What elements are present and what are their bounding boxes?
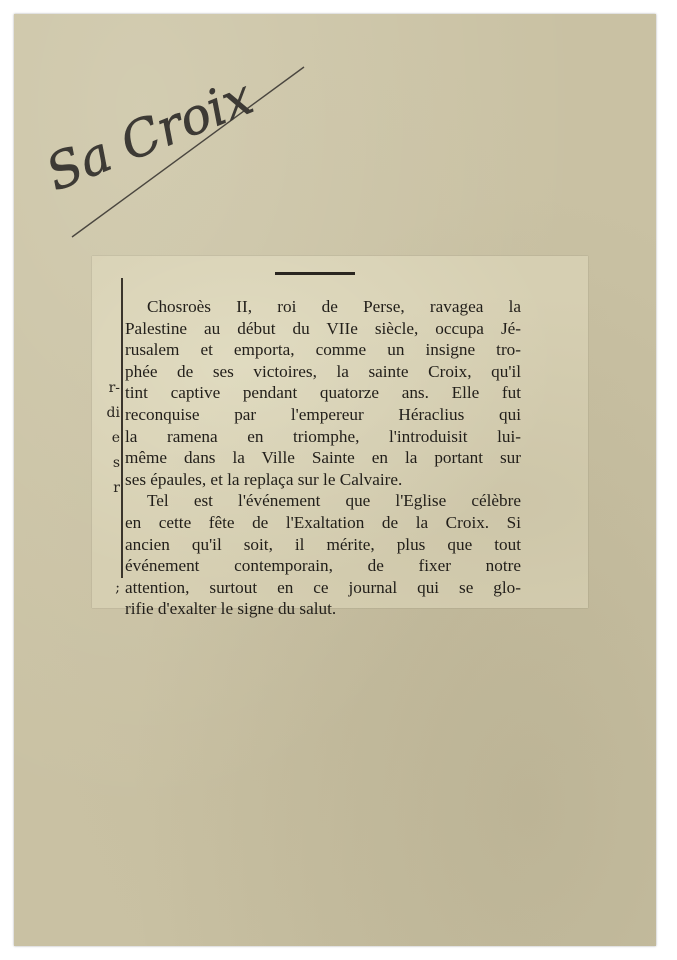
heading-rule [275,272,355,275]
handwritten-note-text: Sa Croix [38,67,261,203]
article-line: la ramena en triomphe, l'introduisit lui- [125,426,521,446]
fragment-line [98,551,120,576]
article-text [125,296,521,620]
fragment-line: r [113,480,120,496]
article-line: même dans la Ville Sainte en la portant sur [125,448,521,468]
fragment-line: s [112,455,120,471]
article-line: Tel est l'événement que l'Eglise célèbre [147,491,521,511]
paragraph-2 [125,490,521,620]
fragment-line: e [111,430,120,446]
newspaper-clipping [92,256,588,619]
article-line: tint captive pendant quatorze ans. Elle fut [125,383,521,403]
article-line: ses épaules, et la replaça sur le Calvaire. [125,469,403,489]
fragment-line: ; [115,580,120,596]
fragment-line: r- [108,380,120,396]
adjacent-column-fragment [98,376,120,601]
article-line: rusalem et emporta, comme un insigne tro- [125,340,521,360]
article-line: phée de ses victoires, la sainte Croix, qu'il [125,361,521,381]
paper-sheet [14,14,656,946]
column-divider [121,278,123,578]
article-line: Palestine au début du VIIe siècle, occupa Jé- [125,318,521,338]
article-line: Chosroès II, roi de Perse, ravagea la [147,297,521,316]
article-line: rifie d'exalter le signe du salut. [125,599,337,619]
paragraph-1 [125,296,521,490]
article-line: attention, surtout en ce journal qui se glo- [125,577,521,597]
fragment-line: di [106,405,120,421]
article-line: ancien qu'il soit, il mérite, plus que tout [125,534,521,554]
fragment-line [98,501,120,526]
fragment-line [98,526,120,551]
handwritten-note [34,62,261,203]
article-line: en cette fête de l'Exaltation de la Croix. Si [125,512,521,532]
article-line: événement contemporain, de fixer notre [125,556,521,576]
article-line: reconquise par l'empereur Héraclius qui [125,404,521,424]
